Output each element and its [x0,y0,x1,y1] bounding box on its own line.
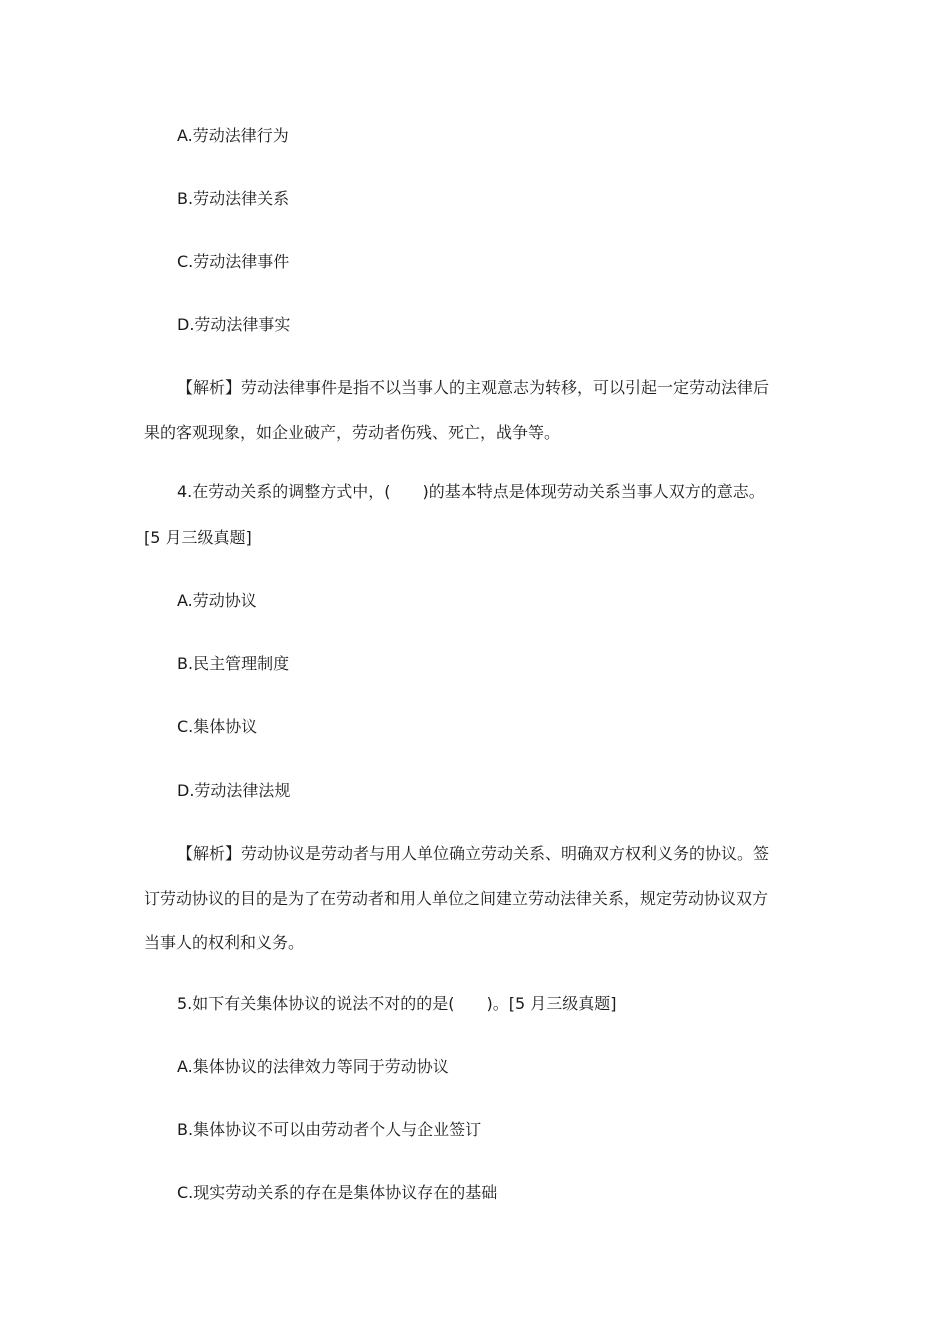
q4-option-a: A.劳动协议 [177,591,257,610]
q4-analysis-line-3: 当事人的权利和义务。 [144,933,305,952]
q4-analysis-line-1: 【解析】劳动协议是劳动者与用人单位确立劳动关系、明确双方权利义务的协议。签 [177,844,770,863]
q4-analysis-line-2: 订劳动协议的目的是为了在劳动者和用人单位之间建立劳动法律关系，规定劳动协议双方 [144,889,769,908]
q5-option-a: A.集体协议的法律效力等同于劳动协议 [177,1057,449,1076]
q4-stem-line-1: 4.在劳动关系的调整方式中，( )的基本特点是体现劳动关系当事人双方的意志。 [177,482,765,501]
q5-stem: 5.如下有关集体协议的说法不对的的是( )。[5 月三级真题] [177,994,617,1013]
q3-option-c: C.劳动法律事件 [177,252,290,271]
q5-option-c: C.现实劳动关系的存在是集体协议存在的基础 [177,1183,498,1202]
q4-option-c: C.集体协议 [177,717,258,736]
q5-option-b: B.集体协议不可以由劳动者个人与企业签订 [177,1120,482,1139]
q3-analysis-line-1: 【解析】劳动法律事件是指不以当事人的主观意志为转移，可以引起一定劳动法律后 [177,378,770,397]
q4-option-b: B.民主管理制度 [177,654,290,673]
q3-option-a: A.劳动法律行为 [177,126,289,145]
q4-option-d: D.劳动法律法规 [177,781,291,800]
q3-option-d: D.劳动法律事实 [177,315,291,334]
q3-analysis-line-2: 果的客观现象，如企业破产，劳动者伤残、死亡，战争等。 [144,423,561,442]
q4-stem-line-2: [5 月三级真题] [144,528,252,547]
q3-option-b: B.劳动法律关系 [177,189,290,208]
